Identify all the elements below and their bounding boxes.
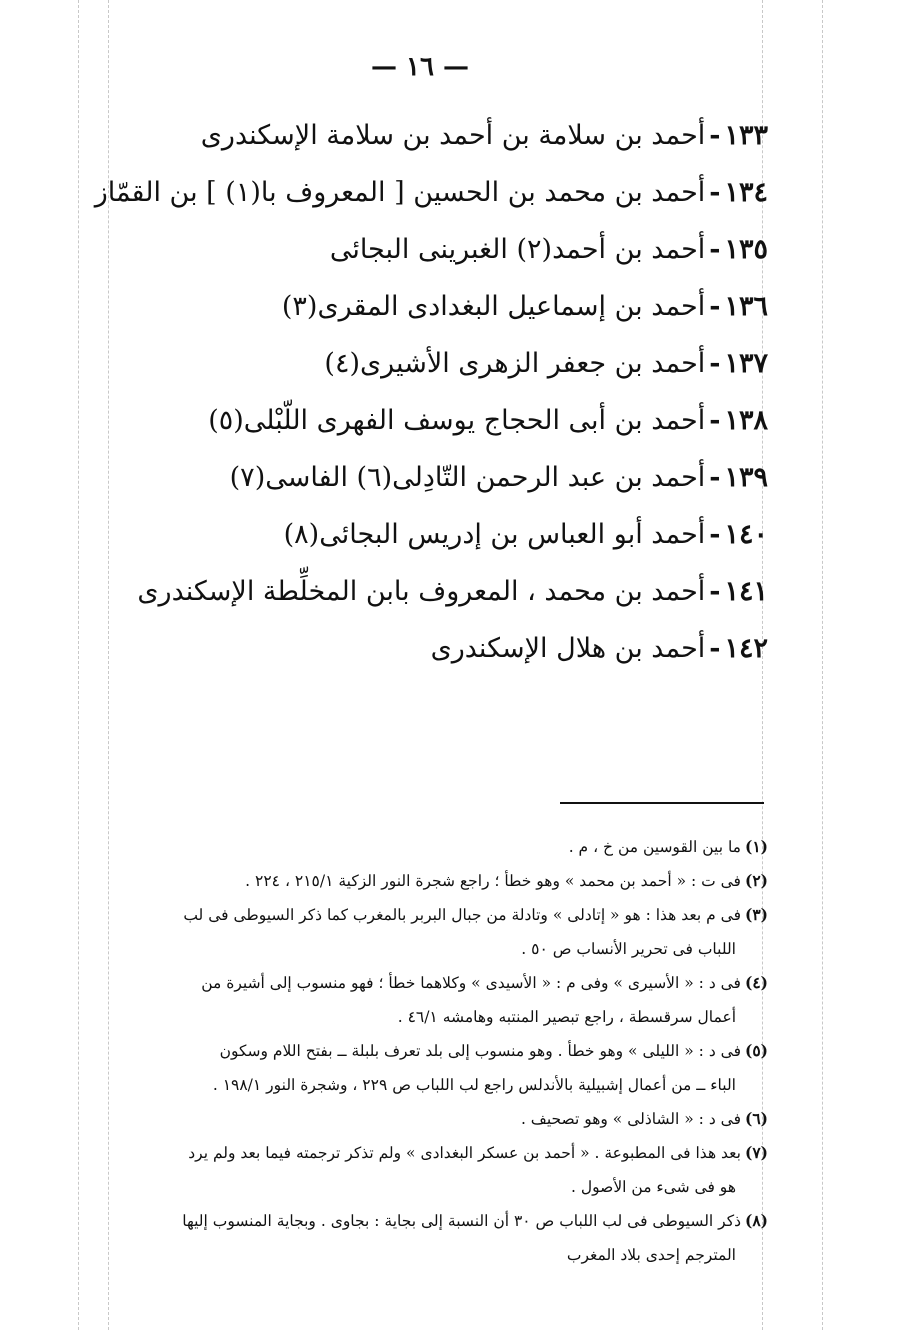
entry-number: ١٣٦ — [724, 291, 768, 322]
footnote-line: أعمال سرقسطة ، راجع تبصير المنتبه وهامشه ٤٦/١ . — [397, 1008, 736, 1026]
footnote-line: المترجم إحدى بلاد المغرب — [566, 1246, 736, 1264]
page-number: — ١٦ — — [370, 52, 470, 82]
scan-artifact-line — [822, 0, 823, 1330]
entry-separator: - — [709, 576, 721, 607]
footnote — [103, 898, 768, 966]
footnote-line: اللباب فى تحرير الأنساب ص ٥٠ . — [521, 940, 736, 958]
entry-item — [94, 169, 768, 226]
entry-separator: - — [709, 405, 721, 436]
footnote-line: ما بين القوسين من خ ، م . — [568, 838, 741, 856]
footnote-line: بعد هذا فى المطبوعة . « أحمد بن عسكر البغدادى » ولم تذكر ترجمته فيما بعد ولم يرد — [188, 1144, 741, 1162]
entry-number: ١٣٩ — [724, 462, 768, 493]
footnote-line: فى د : « الشاذلى » وهو تصحيف . — [520, 1110, 741, 1128]
footnote-number: (٧) — [744, 1143, 768, 1162]
footnote-line: هو فى شىء من الأصول . — [571, 1178, 736, 1196]
footnote-line: فى د : « الليلى » وهو خطأ . وهو منسوب إلى بلد تعرف بلبلة ــ بفتح اللام وسكون — [219, 1042, 741, 1060]
entry-separator: - — [709, 462, 721, 493]
entry-text: أحمد أبو العباس بن إدريس البجائى(٨) — [283, 519, 706, 550]
entry-item — [248, 226, 768, 283]
entry-separator: - — [709, 348, 721, 379]
entry-separator: - — [709, 120, 721, 151]
footnote-number: (٢) — [744, 871, 768, 890]
entry-item — [248, 511, 768, 568]
footnote-line: الباء ــ من أعمال إشبيلية بالأندلس راجع لب اللباب ص ٢٢٩ ، وشجرة النور ١٩٨/١ . — [212, 1076, 736, 1094]
entry-item — [200, 112, 768, 169]
footnote-separator — [560, 802, 764, 804]
footnote-number: (٤) — [744, 973, 768, 992]
entry-number: ١٤١ — [724, 576, 768, 607]
footnote-number: (٥) — [744, 1041, 768, 1060]
entry-number: ١٤٢ — [724, 633, 768, 664]
footnote-line: فى ت : « أحمد بن محمد » وهو خطأ ؛ راجع شجرة النور الزكية ٢١٥/١ ، ٢٢٤ . — [245, 872, 741, 890]
entry-text: أحمد بن أحمد(٢) الغبرينى البجائى — [329, 234, 706, 265]
entry-text: أحمد بن عبد الرحمن التّادِلى(٦) الفاسى(٧) — [229, 462, 706, 493]
entry-item — [248, 283, 768, 340]
footnote-line: فى م بعد هذا : هو « إتادلى » وتادلة من جبال البربر بالمغرب كما ذكر السيوطى فى لب — [183, 906, 741, 924]
entry-text: أحمد بن إسماعيل البغدادى المقرى(٣) — [281, 291, 706, 322]
entry-separator: - — [709, 291, 721, 322]
entry-separator: - — [709, 234, 721, 265]
entry-separator: - — [709, 519, 721, 550]
entry-number: ١٣٤ — [724, 177, 768, 208]
entry-item — [248, 340, 768, 397]
entry-item — [229, 454, 768, 511]
footnote-line: ذكر السيوطى فى لب اللباب ص ٣٠ أن النسبة إلى بجاية : بجاوى . وبجاية المنسوب إليها — [182, 1212, 741, 1230]
entry-number: ١٣٥ — [724, 234, 768, 265]
entry-text: أحمد بن محمد بن الحسين [ المعروف با(١) ] بن القمّاز — [94, 177, 706, 208]
entry-number: ١٣٣ — [724, 120, 768, 151]
entry-item — [248, 625, 768, 682]
entry-item — [208, 397, 768, 454]
footnote-number: (٨) — [744, 1211, 768, 1230]
entry-separator: - — [709, 633, 721, 664]
footnote — [103, 864, 768, 898]
entry-list — [94, 112, 768, 682]
footnote — [103, 966, 768, 1034]
footnote — [103, 1102, 768, 1136]
footnote — [103, 1204, 768, 1272]
footnote-number: (٦) — [744, 1109, 768, 1128]
entry-text: أحمد بن جعفر الزهرى الأشيرى(٤) — [324, 348, 706, 379]
footnote-number: (١) — [744, 837, 768, 856]
entry-text: أحمد بن أبى الحجاج يوسف الفهرى اللّبْلى(٥) — [208, 405, 706, 436]
entry-text: أحمد بن سلامة بن أحمد بن سلامة الإسكندرى — [200, 120, 706, 151]
entry-separator: - — [709, 177, 721, 208]
entry-number: ١٣٧ — [724, 348, 768, 379]
footnote — [103, 1034, 768, 1102]
footnote-list — [103, 830, 768, 1272]
footnote-line: فى د : « الأسيرى » وفى م : « الأسيدى » وكلاهما خطأ ؛ فهو منسوب إلى أشيرة من — [201, 974, 741, 992]
footnote — [103, 830, 768, 864]
entry-number: ١٣٨ — [724, 405, 768, 436]
scan-artifact-line — [78, 0, 79, 1330]
footnote-number: (٣) — [744, 905, 768, 924]
entry-text: أحمد بن هلال الإسكندرى — [430, 633, 706, 664]
footnote — [103, 1136, 768, 1204]
entry-number: ١٤٠ — [724, 519, 768, 550]
entry-item — [137, 568, 768, 625]
entry-text: أحمد بن محمد ، المعروف بابن المخلِّطة الإسكندرى — [137, 576, 706, 607]
